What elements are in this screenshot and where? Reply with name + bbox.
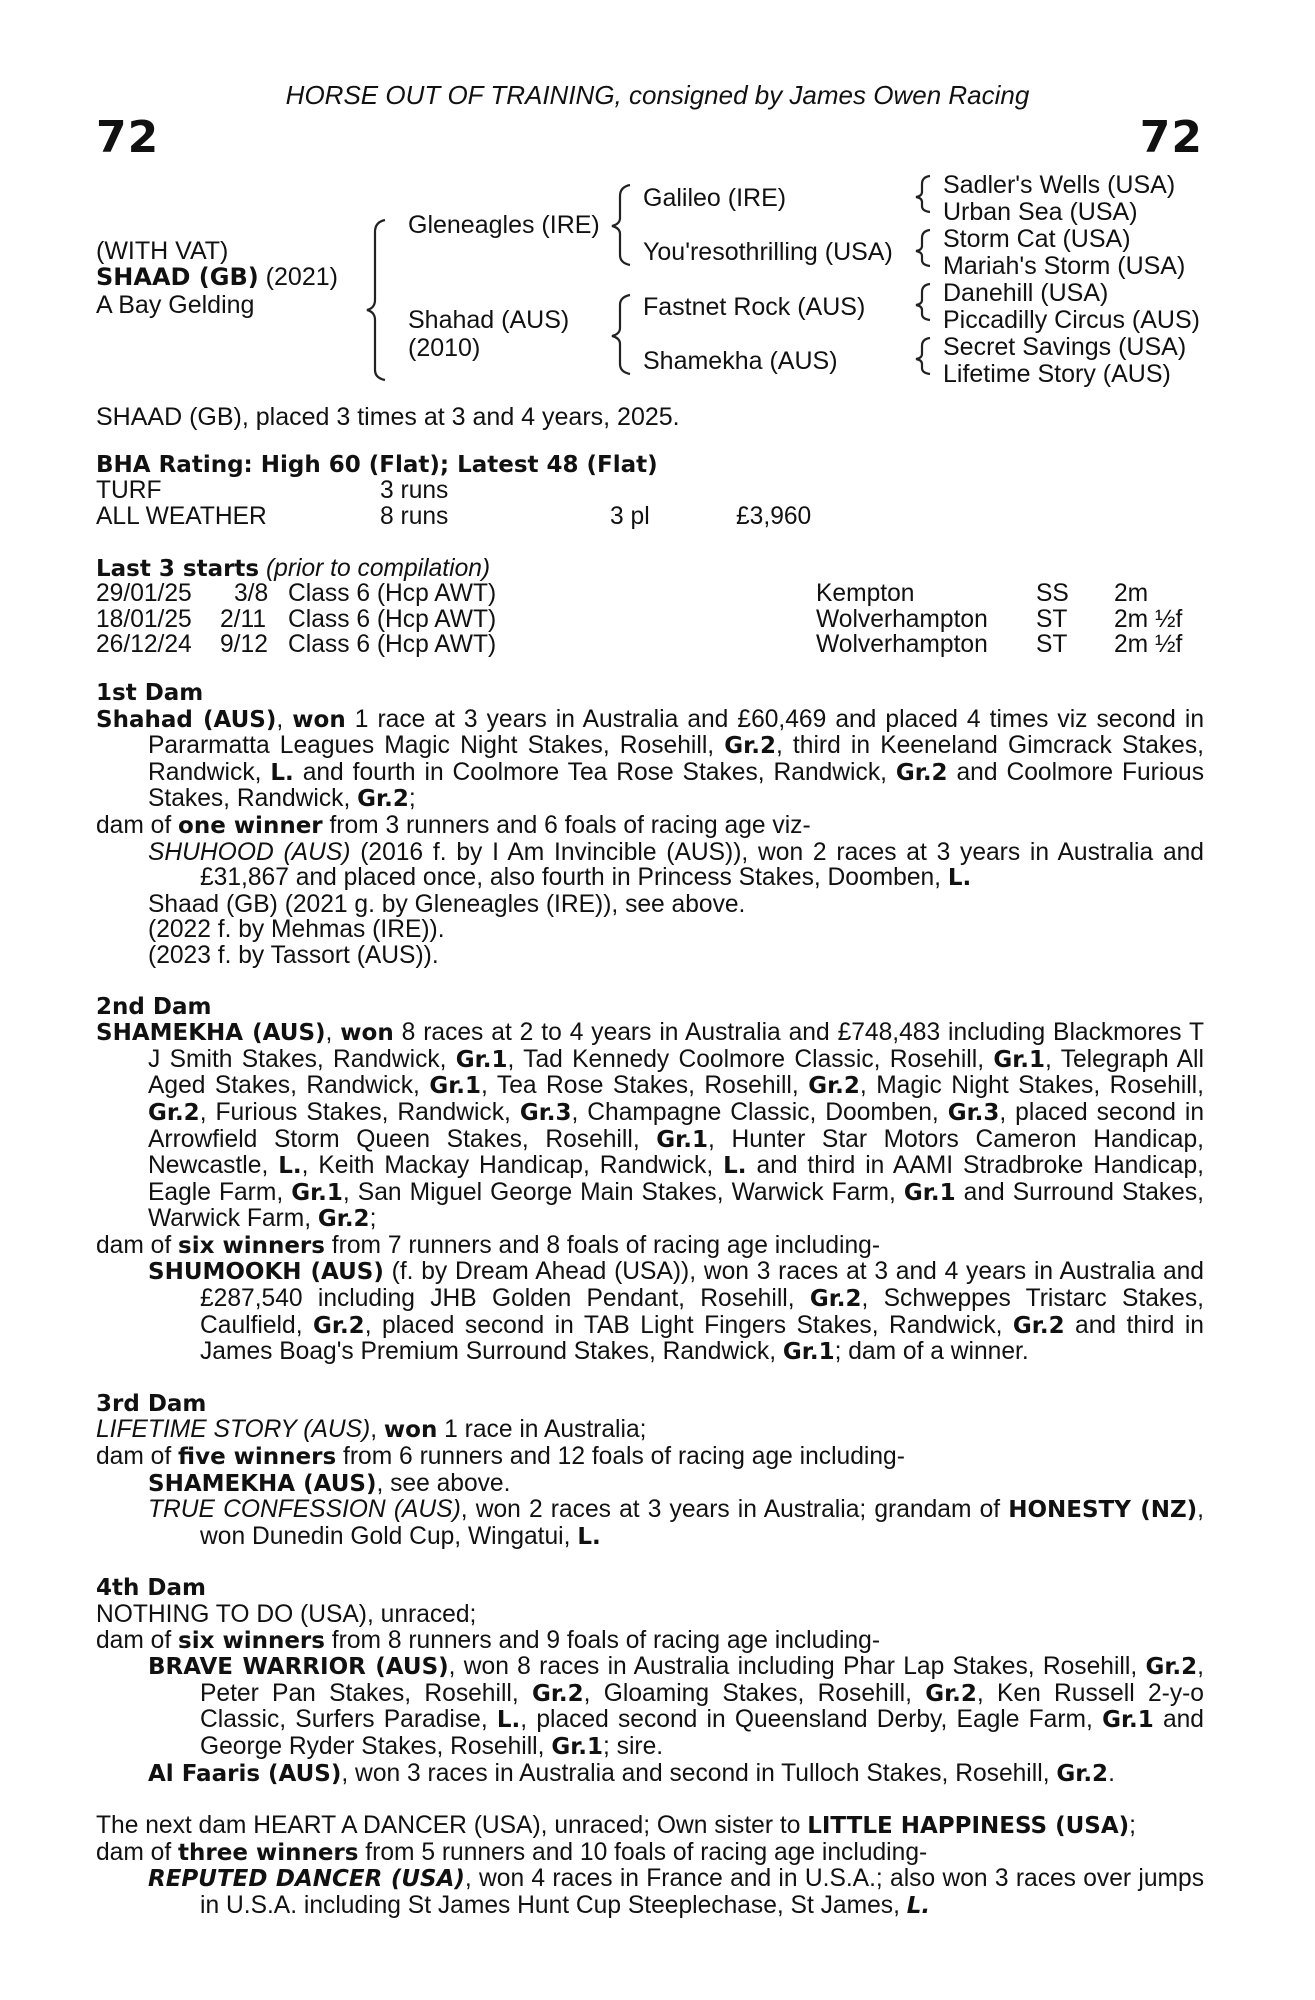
grade-label: Gr.2 [357,786,409,813]
last-starts-note: (prior to compilation) [259,555,491,582]
progeny-entry [96,1761,1204,1788]
record-text: , Gloaming Stakes, Rosehill, [583,1679,926,1707]
rating-runs: 3 runs [380,477,449,504]
record-text: from 5 runners and 10 foals of racing age including- [358,1838,928,1866]
record-text: , Hunter Star Motors Cameron Handicap, Newcastle, [148,1125,1204,1180]
record-text: 1 race in Australia; [437,1416,647,1444]
record-text: , won 8 races in Australia including Phar Lap Stakes, Rosehill, [448,1653,1146,1681]
start-going: SS [1036,580,1069,607]
second-dam-heading: 2nd Dam [96,993,212,1020]
start-date: 26/12/24 [96,631,192,659]
grade-label: Gr.1 [291,1179,343,1206]
first-dam-name: Shahad (AUS) [96,706,277,733]
pedigree-ggp-2: Urban Sea (USA) [943,198,1138,226]
record-text: and Coolmore Furious Stakes, Randwick, [148,758,1204,813]
start-distance: 2m ½f [1114,605,1183,633]
grade-label: Gr.3 [519,1099,572,1126]
start-row [96,607,1216,633]
grade-label: Gr.2 [809,1286,862,1313]
third-dam-name: LIFETIME STORY (AUS) [96,1416,371,1444]
first-dam-produce [96,813,1204,840]
grade-label: Gr.2 [313,1312,365,1339]
record-text: ; [408,785,416,813]
start-row [96,632,1216,658]
progeny-name: TRUE CONFESSION (AUS) [148,1496,461,1524]
record-text: , Telegraph All Aged Stakes, Randwick, [148,1045,1204,1100]
grade-label: Gr.2 [724,733,776,760]
grade-label: Gr.2 [1056,1760,1109,1787]
record-text: , placed second in TAB Light Fingers Stakes, Randwick, [364,1311,1013,1339]
progeny-entry [96,1654,1204,1760]
pedigree-ggp-5: Danehill (USA) [943,279,1109,307]
record-text: ; dam of a winner. [834,1338,1029,1366]
last-starts-heading [96,555,490,583]
start-race: Class 6 (Hcp AWT) [288,580,497,607]
winners-count: six winners [178,1232,325,1259]
start-race: Class 6 (Hcp AWT) [288,631,497,659]
start-distance: 2m ½f [1114,631,1183,659]
pedigree-ggp-6: Piccadilly Circus (AUS) [943,306,1200,334]
record-text: , Magic Night Stakes, Rosehill, [859,1072,1204,1100]
record-text: , won Dunedin Gold Cup, Wingatui, [200,1496,1205,1550]
start-course: Kempton [816,580,915,607]
record-text: ; sire. [603,1732,664,1760]
start-date: 18/01/25 [96,605,192,633]
next-dam-record [96,1813,1204,1840]
progeny-name: SHUHOOD (AUS) [148,838,351,866]
record-text: , won 2 races at 3 years in Australia; grandam of [460,1496,1009,1524]
rating-placed: 3 pl [610,502,650,530]
pedigree-dam-dam: Shamekha (AUS) [643,347,838,375]
record-text: , won 4 races in France and in U.S.A.; also won 3 races over jumps in U.S.A. including St James Hunt Cup Steeplechase, St James, [200,1865,1204,1919]
horse-name: SHAAD (GB) [96,263,259,291]
record-text: , Tea Rose Stakes, Rosehill, [481,1072,809,1100]
record-text: . [1108,1759,1115,1787]
progeny-entry [96,1471,1204,1498]
bha-rating-heading: BHA Rating: High 60 (Flat); Latest 48 (Flat) [96,452,658,478]
record-text: , Tad Kennedy Coolmore Classic, Rosehill, [507,1045,994,1073]
catalogue-header-title: HORSE OUT OF TRAINING, consigned by James Owen Racing [285,80,1030,110]
progeny-name: SHUMOOKH (AUS) [148,1259,384,1286]
horse-year: (2021) [258,263,338,291]
fourth-dam-produce [96,1628,1204,1655]
last-starts-table [96,581,1216,658]
record-text: and fourth in Coolmore Tea Rose Stakes, Randwick, [293,758,896,786]
record-text: and third in James Boag's Premium Surround Stakes, Randwick, [200,1311,1204,1366]
progeny-entry: (2023 f. by Tassort (AUS)). [148,941,439,969]
fourth-dam-name: NOTHING TO DO (USA), unraced; [96,1601,477,1628]
winners-count: five winners [178,1444,337,1471]
first-dam-record: Shahad (AUS), won 1 race at 3 years in Australia and £60,469 and placed 4 times viz second in Pararmatta Leagues Magic Night Stakes, Rosehill, Gr.2, third in Keeneland Gimcrack Stakes, Randwick, L. and fourth in Coolmore Tea Rose Stakes, Randwick, Gr.2 and Coolmore Furious Stakes, Randwick, Gr.2; [96,705,1204,813]
progeny-entry [96,1497,1204,1550]
record-text: , San Miguel George Main Stakes, Warwick Farm, [342,1178,904,1206]
record-text: , third in Keeneland Gimcrack Stakes, Randwick, [148,732,1204,786]
record-text: from 7 runners and 8 foals of racing age including- [324,1231,881,1259]
record-text: dam of [96,811,179,839]
progeny-name: REPUTED DANCER (USA) [148,1866,465,1893]
listed-label: L. [723,1153,747,1180]
listed-label: L. [947,865,972,892]
second-dam-record: SHAMEKHA (AUS), won 8 races at 2 to 4 years in Australia and £748,483 including Blackmores T J Smith Stakes, Randwick, Gr.1, Tad Kennedy Coolmore Classic, Rosehill, Gr.1, Telegraph All Aged Stakes, Randwick, Gr.1, Tea Rose Stakes, Rosehill, Gr.2, Magic Night Stakes, Rosehill, Gr.2, Furious Stakes, Randwick, Gr.3, Champagne Classic, Doomben, Gr.3, placed second in Arrowfield Storm Queen Stakes, Rosehill, Gr.1, Hunter Star Motors Cameron Handicap, Newcastle, L., Keith Mackay Handicap, Randwick, L. and third in AAMI Stradbroke Handicap, Eagle Farm, Gr.1, San Miguel George Main Stakes, Warwick Farm, Gr.1 and Surround Stakes, Warwick Farm, Gr.2; [96,1019,1205,1233]
record-text: dam of [96,1838,179,1866]
pedigree-sire-dam: You'resothrilling (USA) [643,238,893,266]
progeny-name: Al Faaris (AUS) [148,1760,342,1787]
record-text: (2016 f. by I Am Invincible (AUS)), won 2 races at 3 years in Australia and £31,867 and placed once, also fourth in Princess Stakes, Doomben, [200,838,1204,892]
record-text: , Peter Pan Stakes, Rosehill, [200,1653,1204,1707]
record-text: and third in AAMI Stradbroke Handicap, Eagle Farm, [148,1152,1204,1206]
record-text: 1 race at 3 years in Australia and £60,469 and placed 4 times viz second in Pararmatta Leagues Magic Night Stakes, Rosehill, [148,705,1204,760]
third-dam-heading: 3rd Dam [96,1390,207,1417]
grade-label: Gr.1 [656,1126,708,1153]
listed-label: L. [496,1707,521,1734]
first-dam-heading: 1st Dam [96,680,204,706]
lot-number-right: 72 [1139,112,1203,163]
next-dam-produce [96,1840,1204,1867]
winners-count: three winners [178,1839,359,1866]
rating-runs: 8 runs [380,502,449,530]
rating-surface: TURF [96,477,162,504]
start-course: Wolverhampton [816,605,988,633]
listed-label: L. [270,759,294,786]
record-text: , Schweppes Tristarc Stakes, Caulfield, [200,1285,1204,1339]
record-text: from 3 runners and 6 foals of racing age viz- [322,811,811,839]
record-text: dam of [96,1231,179,1259]
grade-label: Gr.2 [148,1099,200,1126]
record-text: from 8 runners and 9 foals of racing age including- [324,1626,881,1654]
fourth-dam-heading: 4th Dam [96,1575,206,1602]
racing-summary: SHAAD (GB), placed 3 times at 3 and 4 years, 2025. [96,403,680,431]
record-text: and George Ryder Stakes, Rosehill, [200,1706,1204,1760]
grade-label: Gr.2 [808,1073,860,1100]
grade-label: Gr.2 [1145,1654,1198,1681]
progeny-entry: (2022 f. by Mehmas (IRE)). [148,916,445,944]
pedigree-dam-year: (2010) [408,334,481,362]
rating-surface: ALL WEATHER [96,502,267,530]
grade-label: Gr.2 [925,1680,977,1707]
rating-row [96,478,896,504]
record-text: The next dam HEART A DANCER (USA), unraced; Own sister to [96,1812,808,1840]
rating-prize: £3,960 [736,502,812,530]
start-going: ST [1036,631,1068,659]
winners-count: one winner [178,812,323,839]
lot-number-left: 72 [96,112,160,163]
grade-label: Gr.1 [993,1046,1046,1073]
record-text: dam of [96,1443,179,1471]
progeny-entry [96,1866,1204,1919]
second-dam-produce [96,1233,1204,1260]
grade-label: Gr.2 [895,759,948,786]
record-text: , Furious Stakes, Randwick, [199,1098,520,1126]
won-label: won [340,1020,394,1047]
grade-label: Gr.1 [551,1733,603,1760]
grade-label: Gr.2 [317,1206,370,1233]
record-text: and Surround Stakes, Warwick Farm, [148,1178,1204,1233]
record-text: ; [1129,1812,1136,1840]
record-text: (f. by Dream Ahead (USA)), won 3 races at 3 and 4 years in Australia and £287,540 including JHB Golden Pendant, Rosehill, [200,1258,1204,1313]
record-text: from 6 runners and 12 foals of racing age including- [336,1443,905,1471]
record-text: , placed second in Arrowfield Storm Queen Stakes, Rosehill, [148,1098,1204,1153]
won-label: won [292,706,346,733]
record-text: dam of [96,1626,179,1654]
grade-label: Gr.3 [947,1099,1000,1126]
progeny-entry: Shaad (GB) (2021 g. by Gleneagles (IRE)), see above. [148,890,746,918]
record-text: 8 races at 2 to 4 years in Australia and £748,483 including Blackmores T J Smith Stakes, Randwick, [148,1019,1205,1073]
listed-label: L. [906,1892,931,1919]
record-text: , Champagne Classic, Doomben, [571,1098,948,1126]
pedigree-ggp-8: Lifetime Story (AUS) [943,360,1171,388]
winners-count: six winners [178,1627,325,1654]
start-position: 2/11 [220,605,267,633]
progeny-entry [96,840,1204,892]
grade-label: Gr.2 [1012,1312,1065,1339]
record-text: , won 3 races in Australia and second in Tulloch Stakes, Rosehill, [341,1759,1057,1787]
record-text: , placed second in Queensland Derby, Eagle Farm, [520,1706,1103,1734]
start-position: 3/8 [234,580,269,607]
pedigree-sire-sire: Galileo (IRE) [643,184,787,212]
pedigree-ggp-7: Secret Savings (USA) [943,333,1187,361]
last-starts-title: Last 3 starts [96,556,260,582]
second-dam-name: SHAMEKHA (AUS) [96,1020,326,1047]
grade-label: Gr.1 [1102,1707,1154,1734]
rating-row [96,504,896,530]
pedigree-ggp-1: Sadler's Wells (USA) [943,171,1176,199]
progeny-entry [96,1259,1204,1365]
record-text: ; [369,1205,377,1233]
horse-description: A Bay Gelding [96,291,255,319]
start-race: Class 6 (Hcp AWT) [288,605,497,633]
grade-label: Gr.1 [782,1339,835,1366]
won-label: won [383,1417,438,1444]
pedigree-ggp-4: Mariah's Storm (USA) [943,252,1186,280]
dams-section [96,681,1204,1920]
progeny-name: SHAMEKHA (AUS) [148,1470,377,1497]
start-going: ST [1036,605,1068,633]
rating-table [96,478,896,529]
sister-name: LITTLE HAPPINESS (USA) [807,1813,1130,1840]
listed-label: L. [278,1153,302,1180]
grade-label: Gr.1 [429,1073,482,1100]
pedigree-dam-sire: Fastnet Rock (AUS) [643,293,866,321]
third-dam-produce [96,1444,1204,1471]
grade-label: Gr.1 [903,1179,956,1206]
start-row [96,581,1216,607]
grand-progeny-name: HONESTY (NZ) [1008,1497,1198,1524]
record-text: , see above. [376,1469,511,1497]
vat-label: (WITH VAT) [96,237,229,265]
pedigree-ggp-3: Storm Cat (USA) [943,225,1131,253]
progeny-name: BRAVE WARRIOR (AUS) [148,1654,449,1681]
listed-label: L. [577,1523,601,1550]
third-dam-record: LIFETIME STORY (AUS), won 1 race in Australia; [96,1416,647,1444]
start-distance: 2m [1114,580,1149,607]
start-course: Wolverhampton [816,631,988,659]
record-text: , Keith Mackay Handicap, Randwick, [301,1152,724,1180]
pedigree-dam: Shahad (AUS) [408,306,570,334]
record-text: , Ken Russell 2-y-o Classic, Surfers Paradise, [200,1679,1204,1734]
pedigree-sire: Gleneagles (IRE) [408,211,600,239]
start-date: 29/01/25 [96,580,192,607]
start-position: 9/12 [220,631,268,659]
grade-label: Gr.2 [531,1680,584,1707]
grade-label: Gr.1 [455,1046,508,1073]
